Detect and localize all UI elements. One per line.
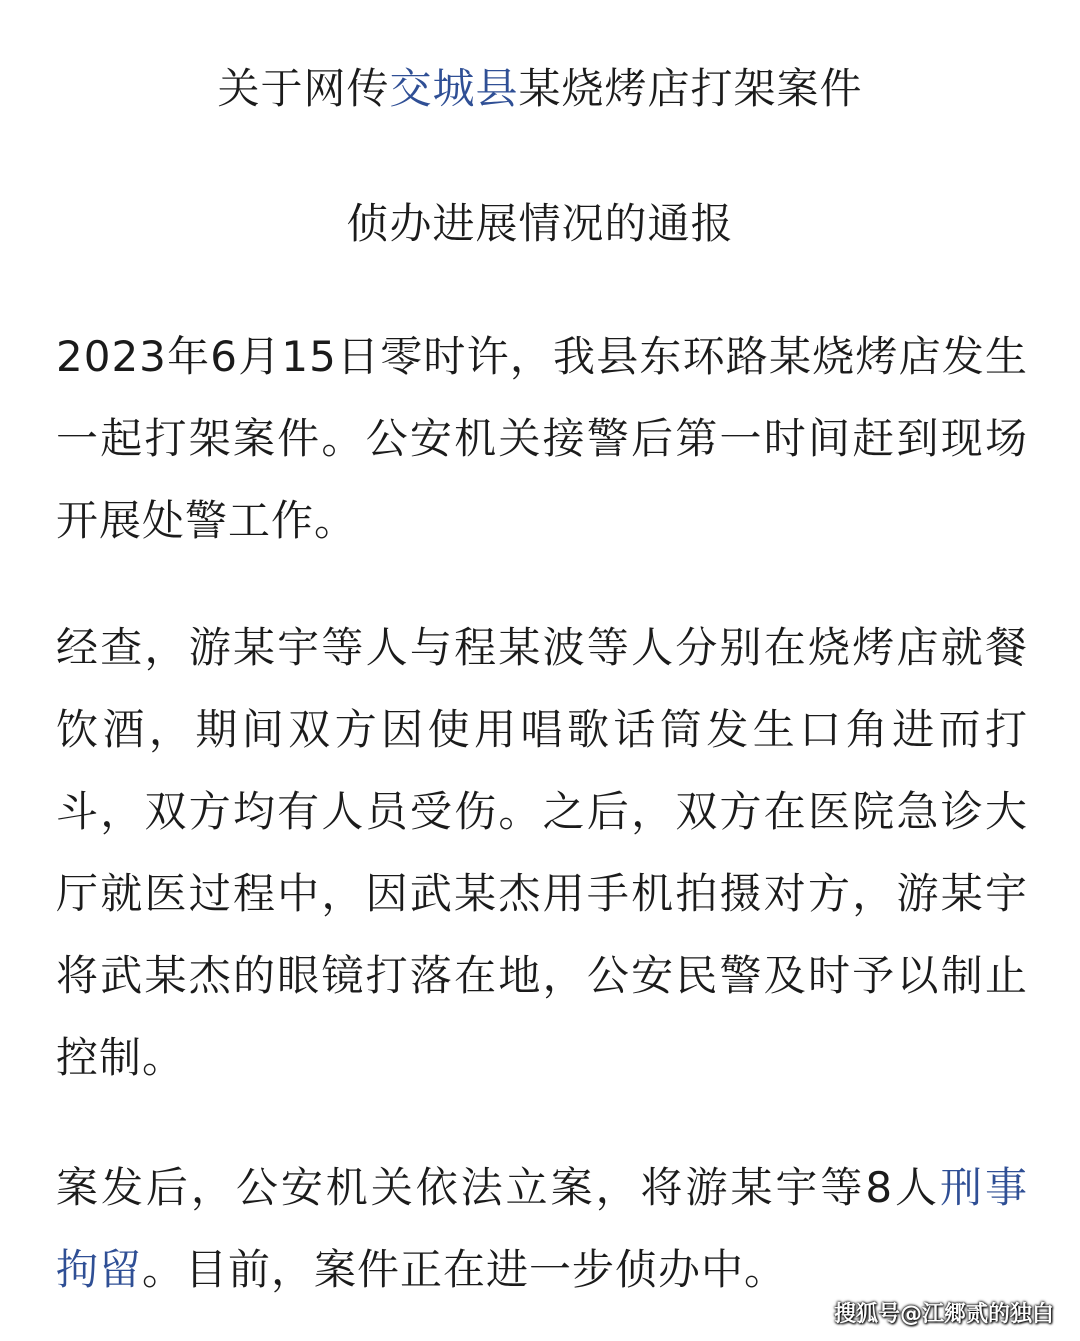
criminal-detention-link[interactable]: 刑事拘留 [56,1163,1028,1294]
paragraph-3-text-after: 。目前，案件正在进一步侦办中。 [142,1245,788,1294]
title-location-link[interactable]: 交城县 [389,64,519,113]
sohu-watermark: 搜狐号@江郷贰的独白 [833,1302,1054,1327]
article-title-line-1 [0,61,1080,117]
paragraph-2: 经查，游某宇等人与程某波等人分别在烧烤店就餐饮酒，期间双方因使用唱歌话筒发生口角进而打斗，双方均有人员受伤。之后，双方在医院急诊大厅就医过程中，因武某杰用手机拍摄对方，游某宇将武某杰的眼镜打落在地，公安民警及时予以制止控制。 [56,623,1028,1082]
title-text-prefix: 关于网传 [217,64,390,113]
title-text-suffix: 某烧烤店打架案件 [518,64,863,113]
paragraph-3 [56,1147,1028,1311]
paragraph-1: 2023年6月15日零时许，我县东环路某烧烤店发生一起打架案件。公安机关接警后第一时间赶到现场开展处警工作。 [56,332,1028,545]
article-title-line-2: 侦办进展情况的通报 [346,199,734,248]
paragraph-3-text-before: 案发后，公安机关依法立案，将游某宇等8人 [56,1163,941,1212]
